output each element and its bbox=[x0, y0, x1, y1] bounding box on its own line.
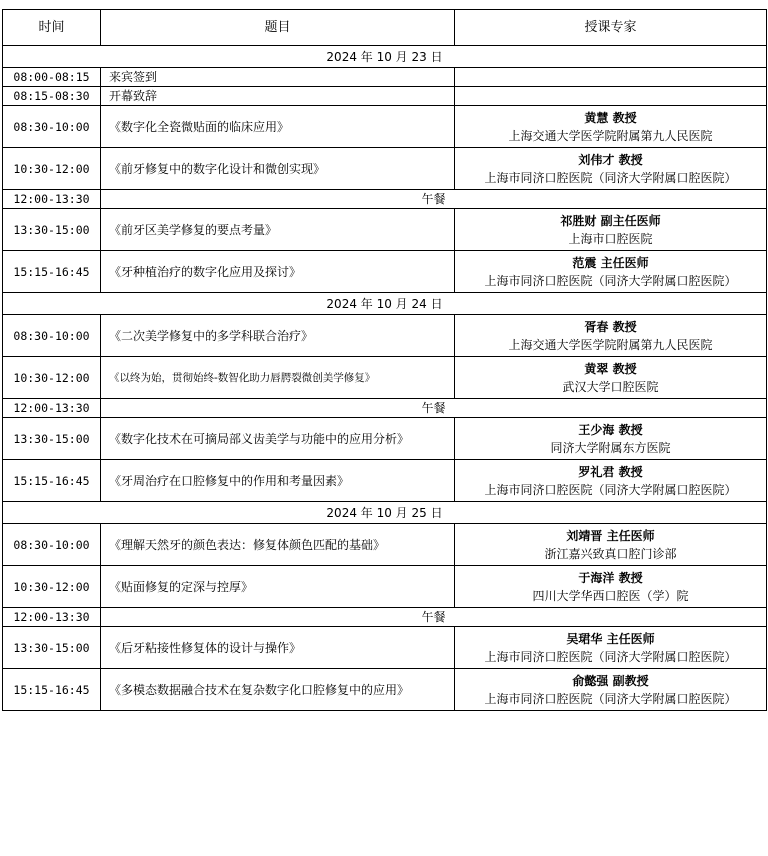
session-topic: 《牙种植治疗的数字化应用及探讨》 bbox=[101, 251, 455, 293]
date-row bbox=[3, 46, 767, 68]
session-topic: 《数字化全瓷微贴面的临床应用》 bbox=[101, 106, 455, 148]
session-row bbox=[3, 106, 767, 148]
session-topic: 《多模态数据融合技术在复杂数字化口腔修复中的应用》 bbox=[101, 669, 455, 711]
session-time: 15:15-16:45 bbox=[3, 669, 101, 711]
speaker-name: 刘伟才 教授 bbox=[578, 152, 643, 167]
session-time: 13:30-15:00 bbox=[3, 627, 101, 669]
session-time: 13:30-15:00 bbox=[3, 418, 101, 460]
speaker-name: 祁胜财 副主任医师 bbox=[560, 213, 661, 228]
speaker-institution: 上海市同济口腔医院（同济大学附属口腔医院） bbox=[484, 273, 737, 288]
speaker-cell bbox=[455, 418, 767, 460]
session-row bbox=[3, 418, 767, 460]
speaker-name: 吴珺华 主任医师 bbox=[566, 631, 655, 646]
date-label: 2024 年 10 月 23 日 bbox=[3, 46, 767, 68]
session-topic: 《以终为始，贯彻始终-数智化助力唇腭裂微创美学修复》 bbox=[101, 357, 455, 399]
session-row bbox=[3, 460, 767, 502]
session-time: 12:00-13:30 bbox=[3, 608, 101, 627]
speaker-cell bbox=[455, 87, 767, 106]
speaker-cell bbox=[455, 106, 767, 148]
speaker-institution: 上海交通大学医学院附属第九人民医院 bbox=[508, 128, 713, 143]
speaker-cell bbox=[455, 315, 767, 357]
speaker-institution: 上海市口腔医院 bbox=[568, 231, 653, 246]
meal-row bbox=[3, 190, 767, 209]
session-topic: 《数字化技术在可摘局部义齿美学与功能中的应用分析》 bbox=[101, 418, 455, 460]
session-topic: 开幕致辞 bbox=[101, 87, 455, 106]
session-time: 10:30-12:00 bbox=[3, 357, 101, 399]
speaker-cell bbox=[455, 566, 767, 608]
speaker-cell bbox=[455, 68, 767, 87]
speaker-cell bbox=[455, 251, 767, 293]
meal-row bbox=[3, 608, 767, 627]
session-row bbox=[3, 209, 767, 251]
speaker-cell bbox=[455, 357, 767, 399]
header-speaker: 授课专家 bbox=[455, 10, 767, 46]
speaker-cell bbox=[455, 209, 767, 251]
session-topic: 《贴面修复的定深与控厚》 bbox=[101, 566, 455, 608]
session-time: 13:30-15:00 bbox=[3, 209, 101, 251]
speaker-name: 刘靖晋 主任医师 bbox=[566, 528, 655, 543]
speaker-cell bbox=[455, 148, 767, 190]
header-time: 时间 bbox=[3, 10, 101, 46]
speaker-name: 范震 主任医师 bbox=[572, 255, 649, 270]
speaker-cell bbox=[455, 669, 767, 711]
session-topic: 《理解天然牙的颜色表达：修复体颜色匹配的基础》 bbox=[101, 524, 455, 566]
session-time: 12:00-13:30 bbox=[3, 190, 101, 209]
speaker-institution: 四川大学华西口腔医（学）院 bbox=[532, 588, 689, 603]
speaker-cell bbox=[455, 460, 767, 502]
speaker-institution: 上海市同济口腔医院（同济大学附属口腔医院） bbox=[484, 691, 737, 706]
session-row bbox=[3, 669, 767, 711]
speaker-name: 王少海 教授 bbox=[578, 422, 643, 437]
date-row bbox=[3, 293, 767, 315]
speaker-institution: 武汉大学口腔医院 bbox=[562, 379, 659, 394]
session-topic: 《前牙区美学修复的要点考量》 bbox=[101, 209, 455, 251]
session-topic: 《牙周治疗在口腔修复中的作用和考量因素》 bbox=[101, 460, 455, 502]
session-time: 08:30-10:00 bbox=[3, 524, 101, 566]
speaker-cell bbox=[455, 627, 767, 669]
session-row bbox=[3, 251, 767, 293]
date-label: 2024 年 10 月 25 日 bbox=[3, 502, 767, 524]
session-topic: 《后牙粘接性修复体的设计与操作》 bbox=[101, 627, 455, 669]
schedule-body bbox=[3, 46, 767, 711]
header-topic: 题目 bbox=[101, 10, 455, 46]
session-time: 10:30-12:00 bbox=[3, 566, 101, 608]
date-row bbox=[3, 502, 767, 524]
speaker-cell bbox=[455, 524, 767, 566]
header-row bbox=[3, 10, 767, 46]
speaker-name: 罗礼君 教授 bbox=[578, 464, 643, 479]
date-label: 2024 年 10 月 24 日 bbox=[3, 293, 767, 315]
session-time: 15:15-16:45 bbox=[3, 251, 101, 293]
speaker-name: 于海洋 教授 bbox=[578, 570, 643, 585]
speaker-institution: 上海市同济口腔医院（同济大学附属口腔医院） bbox=[484, 170, 737, 185]
session-row bbox=[3, 566, 767, 608]
speaker-institution: 上海市同济口腔医院（同济大学附属口腔医院） bbox=[484, 649, 737, 664]
speaker-institution: 上海交通大学医学院附属第九人民医院 bbox=[508, 337, 713, 352]
meal-label: 午餐 bbox=[101, 399, 767, 418]
session-topic: 《二次美学修复中的多学科联合治疗》 bbox=[101, 315, 455, 357]
speaker-institution: 同济大学附属东方医院 bbox=[550, 440, 671, 455]
session-time: 12:00-13:30 bbox=[3, 399, 101, 418]
schedule-table bbox=[2, 9, 767, 711]
speaker-name: 俞懿强 副教授 bbox=[572, 673, 649, 688]
session-topic: 《前牙修复中的数字化设计和微创实现》 bbox=[101, 148, 455, 190]
session-row bbox=[3, 357, 767, 399]
meal-label: 午餐 bbox=[101, 608, 767, 627]
session-time: 10:30-12:00 bbox=[3, 148, 101, 190]
session-topic: 来宾签到 bbox=[101, 68, 455, 87]
speaker-name: 黄慧 教授 bbox=[584, 110, 637, 125]
meal-row bbox=[3, 399, 767, 418]
session-row bbox=[3, 627, 767, 669]
session-row bbox=[3, 148, 767, 190]
speaker-name: 胥春 教授 bbox=[584, 319, 637, 334]
session-time: 15:15-16:45 bbox=[3, 460, 101, 502]
session-time: 08:00-08:15 bbox=[3, 68, 101, 87]
session-row bbox=[3, 315, 767, 357]
session-row bbox=[3, 68, 767, 87]
speaker-institution: 浙江嘉兴致真口腔门诊部 bbox=[544, 546, 677, 561]
session-time: 08:30-10:00 bbox=[3, 315, 101, 357]
session-row bbox=[3, 524, 767, 566]
session-time: 08:30-10:00 bbox=[3, 106, 101, 148]
speaker-name: 黄翠 教授 bbox=[584, 361, 637, 376]
speaker-institution: 上海市同济口腔医院（同济大学附属口腔医院） bbox=[484, 482, 737, 497]
session-time: 08:15-08:30 bbox=[3, 87, 101, 106]
session-row bbox=[3, 87, 767, 106]
meal-label: 午餐 bbox=[101, 190, 767, 209]
